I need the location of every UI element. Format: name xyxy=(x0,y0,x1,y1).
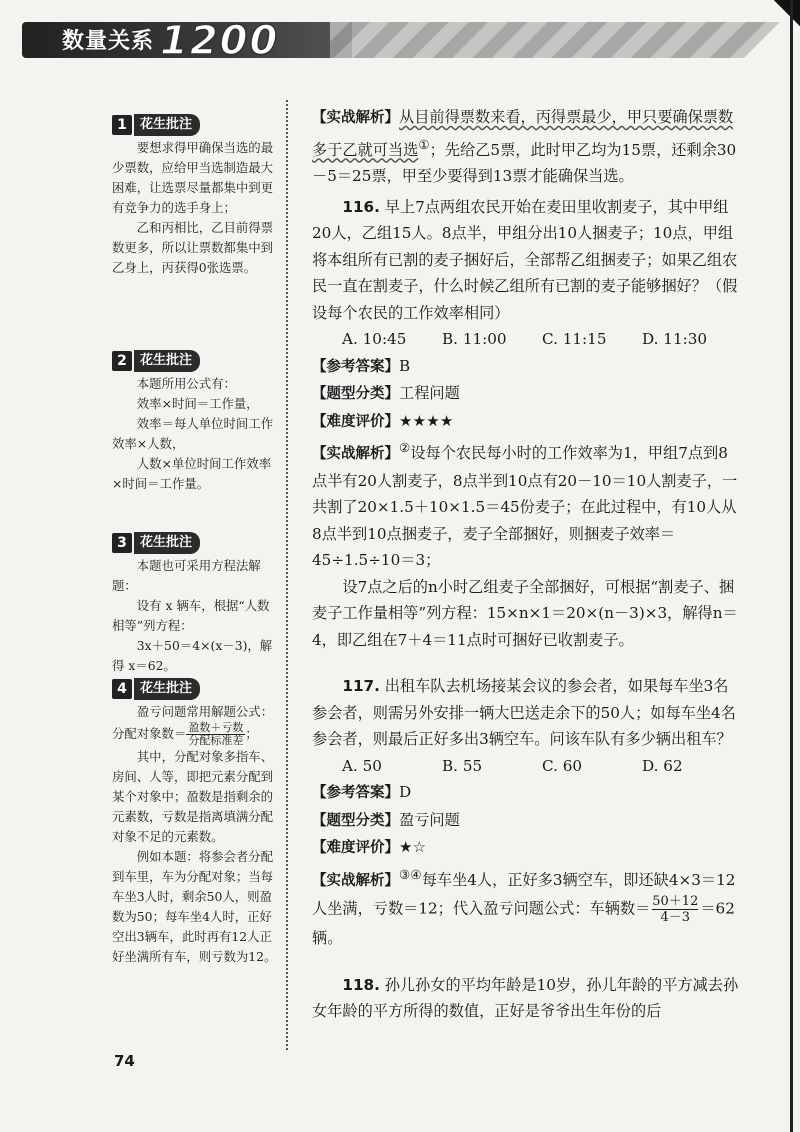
option: C. 11:15 xyxy=(542,330,607,349)
note-paragraph: 设有 x 辆车，根据“人数相等”列方程： xyxy=(112,598,270,633)
note-paragraph: 本题所用公式有： xyxy=(136,376,236,391)
q117-difficulty: 【难度评价】★☆ xyxy=(312,838,427,857)
note-tag: 花生批注 xyxy=(134,350,200,372)
q116-answer: 【参考答案】B xyxy=(312,356,411,375)
note-paragraph: 效率×时间＝工作量， xyxy=(136,396,259,411)
note-tag: 花生批注 xyxy=(134,678,200,700)
note-paragraph: 3x＋50＝4×(x－3)，解得 x＝62。 xyxy=(112,638,273,673)
option: D. 62 xyxy=(642,756,683,775)
note-paragraph: 乙和丙相比，乙目前得票数更多，所以让票数都集中到乙身上，丙获得0张选票。 xyxy=(112,220,274,275)
column-divider xyxy=(286,100,288,1050)
q116-options xyxy=(312,326,742,353)
note-paragraph: 其中，分配对象多指车、房间、人等，即把元素分配到某个对象中；盈数是指剩余的元素数，亏数是指离填满分配对象不足的元素数。 xyxy=(112,749,274,844)
note-tag: 花生批注 xyxy=(134,114,200,136)
star-rating: ★☆ xyxy=(399,838,427,857)
option: B. 11:00 xyxy=(442,330,507,349)
q117-analysis: 【实战解析】③④每车坐4人，正好多3辆空车，即还缺4×3＝12人坐满，亏数＝12；代入盈亏问题公式：车辆数＝ $\frac{50+12}{4-3}$ ＝62辆。 xyxy=(312,866,736,948)
margin-note-2 xyxy=(112,350,278,494)
q117-type: 【题型分类】盈亏问题 xyxy=(312,810,460,829)
note-number: 1 xyxy=(112,115,132,135)
wavy-underlined-text: 从目前得票数来看，丙得票最少，甲只要确保票数多于乙就可当选 xyxy=(312,108,734,159)
page-header xyxy=(0,8,800,64)
note-number: 2 xyxy=(112,351,132,371)
note-paragraph: 要想求得甲确保当选的最少票数，应给甲当选制造最大困难，让选票尽量都集中到更有竞争力的选手身上； xyxy=(112,140,274,215)
question-number: 116. xyxy=(342,197,380,216)
option: B. 55 xyxy=(442,756,483,775)
note-paragraph: 盈亏问题常用解题公式： xyxy=(136,704,274,719)
header-stripes xyxy=(330,22,780,58)
note-number: 4 xyxy=(112,679,132,699)
note-number: 3 xyxy=(112,533,132,553)
book-series-title: 数量关系 xyxy=(62,29,155,54)
book-series-number: 1200 xyxy=(160,18,280,64)
option: A. 10:45 xyxy=(342,330,407,349)
q117-options xyxy=(312,753,742,780)
note-paragraph: 例如本题：将参会者分配到车里，车为分配对象；当每车坐3人时，剩余50人，则盈数为50；每车坐4人时，正好空出3辆车，此时再有12人正好坐满所有车，则亏数为12。 xyxy=(112,849,277,964)
fraction: $\frac{50+12}{4-3}$ xyxy=(652,894,699,926)
page-corner xyxy=(774,0,800,26)
q116-stem: 116. 早上7点两组农民开始在麦田里收割麦子，其中甲组20人，乙组15人。8点半，甲组分出10人捆麦子；10点，甲组将本组所有已割的麦子捆好后，全部帮乙组捆麦子；如果乙组农民一直在割麦子，什么时候乙组所有已割的麦子能够捆好？（假设每个农民的工作效率相同） xyxy=(312,197,738,322)
analysis-label: 【实战解析】 xyxy=(312,110,399,126)
note-paragraph: 人数×单位时间工作效率×时间＝工作量。 xyxy=(112,456,272,491)
footnote-mark: ① xyxy=(418,136,430,152)
q117-answer: 【参考答案】D xyxy=(312,783,412,802)
question-number: 118. xyxy=(342,975,380,994)
note-formula: 分配对象数＝ $\frac{\text{盈数＋亏数}}{\text{分配标准差}}$ ； xyxy=(112,721,258,747)
q116-difficulty: 【难度评价】★★★★ xyxy=(312,411,454,430)
option: C. 60 xyxy=(542,756,583,775)
q116-analysis: 【实战解析】②设每个农民每小时的工作效率为1，甲组7点到8点半有20人割麦子，8点半到10点有20－10＝10人割麦子，一共割了20×1.5＋10×1.5＝45份麦子；在此过程中，有10人从8点半到10点捆麦子，麦子全部捆好，则捆麦子效率＝45÷1.5÷10＝3； xyxy=(312,440,738,570)
margin-note-4 xyxy=(112,678,278,967)
option: D. 11:30 xyxy=(642,330,708,349)
option: A. 50 xyxy=(342,756,382,775)
note-tag: 花生批注 xyxy=(134,532,200,554)
page-number: 74 xyxy=(114,1052,135,1070)
star-rating: ★★★★ xyxy=(399,411,454,430)
q116-type: 【题型分类】工程问题 xyxy=(312,384,460,403)
margin-note-3 xyxy=(112,532,278,676)
margin-note-1 xyxy=(112,114,278,278)
footnote-mark: ③④ xyxy=(399,866,422,882)
note-paragraph: 效率＝每人单位时间工作效率×人数， xyxy=(112,416,274,451)
page-edge-line xyxy=(790,0,793,1132)
footnote-mark: ② xyxy=(399,440,411,456)
q115-analysis: 【实战解析】从目前得票数来看，丙得票最少，甲只要确保票数多于乙就可当选①；先给乙5票，此时甲乙均为15票，还剩余30－5＝25票，甲至少要得到13票才能确保当选。 xyxy=(312,108,737,186)
note-paragraph: 本题也可采用方程法解题： xyxy=(112,558,261,593)
question-number: 117. xyxy=(342,677,380,696)
note-fraction: $\frac{\text{盈数＋亏数}}{\text{分配标准差}}$ xyxy=(188,721,244,747)
q117-stem: 117. 出租车队去机场接某会议的参会者，如果每车坐3名参会者，则需另外安排一辆大巴送走余下的50人；如每车坐4名参会者，则最后正好多出3辆空车。问该车队有多少辆出租车？ xyxy=(312,677,736,749)
q116-analysis-2: 设7点之后的n小时乙组麦子全部捆好，可根据“割麦子、捆麦子工作量相等”列方程：15×n×1＝20×(n－3)×3，解得n＝4，即乙组在7＋4＝11点时可捆好已收割麦子。 xyxy=(312,577,738,649)
main-column xyxy=(312,104,742,1025)
q118-stem: 118. 孙儿孙女的平均年龄是10岁，孙儿年龄的平方减去孙女年龄的平方所得的数值，正好是爷爷出生年份的后 xyxy=(312,975,739,1021)
